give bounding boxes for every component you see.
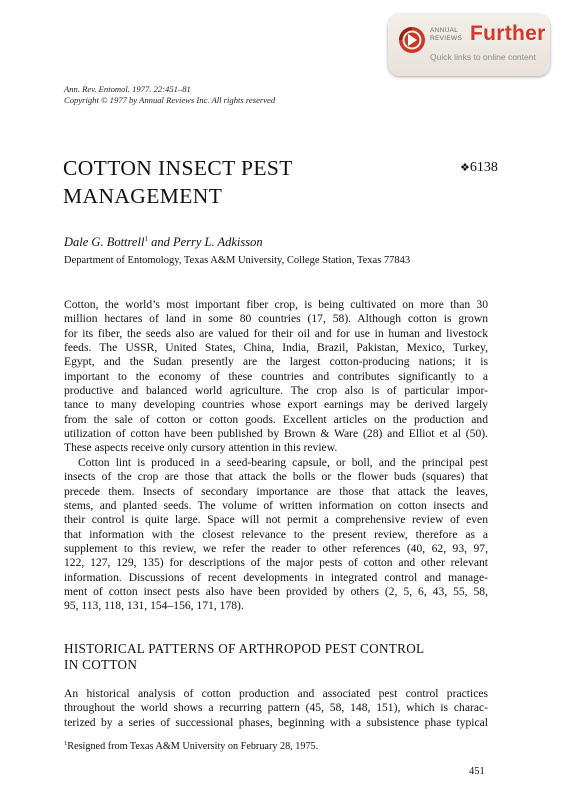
- heading-line: IN COTTON: [64, 657, 138, 672]
- text-line: tance to many developing countries whose export earnings may be derived largely: [64, 398, 488, 412]
- text-line: 122, 127, 129, 135) for descriptions of the major pests of cotton and other relevant: [64, 556, 488, 570]
- badge-further-label: Further: [470, 22, 546, 45]
- article-title: [63, 154, 423, 210]
- text-line: insects of the crop are those that attack the bolls or the flower buds (squares) that: [64, 470, 488, 484]
- text-line: utilization of cotton have been published by Brown & Ware (28) and Elliot et al (50).: [64, 427, 488, 441]
- text-line: feeds. The USSR, United States, China, India, Brazil, Pakistan, Mexico, Turkey,: [64, 341, 488, 355]
- title-line: MANAGEMENT: [63, 184, 223, 208]
- badge-subtitle: Quick links to online content: [430, 52, 536, 62]
- text-line: supplement to this review, we refer the reader to other references (40, 62, 93, 97,: [64, 542, 488, 556]
- text-line: ment of cotton insect pests also have been provided by others (2, 5, 6, 43, 55, 58,: [64, 585, 488, 599]
- text-line: for its fiber, the seeds also are valued for their oil and for use in human and livestock: [64, 326, 488, 340]
- author-conjunction: and: [147, 235, 173, 249]
- citation-header: [64, 84, 275, 105]
- diamond-bullet-icon: ❖: [460, 162, 470, 174]
- text-line: million hectares of land in some 80 countries (17, 58). Although cotton is grown: [64, 312, 488, 326]
- text-line: Cotton lint is produced in a seed-bearing capsule, or boll, and the principal pest: [78, 456, 488, 469]
- paragraph-history: [64, 687, 488, 730]
- article-code-number: 6138: [469, 160, 498, 175]
- section-heading: [64, 641, 424, 673]
- paragraph-intro: [64, 298, 488, 456]
- text-line: productive and balanced world agriculture. The crop also is of particular impor-: [64, 384, 488, 398]
- author-name: Perry L. Adkisson: [172, 235, 263, 249]
- text-line: stems, and planted seeds. The volume of written information on cotton insects and: [64, 499, 488, 513]
- further-badge[interactable]: [388, 14, 550, 76]
- footnote: [64, 740, 318, 752]
- text-line: from the sale of cotton or cotton goods. Excellent articles on the production and: [64, 412, 488, 426]
- text-line: An historical analysis of cotton production and associated pest control practices: [64, 687, 488, 700]
- paragraph-pests: [64, 456, 488, 614]
- text-line: These aspects receive only cursory attention in this review.: [64, 441, 338, 455]
- text-line: 95, 113, 118, 131, 154–156, 171, 178).: [64, 599, 244, 613]
- footnote-mark: 1: [64, 740, 68, 747]
- text-line: precede them. Insects of secondary importance are those that attack the leaves,: [64, 484, 488, 498]
- text-line: that information with the closest relevance to the present review, therefore as a: [64, 527, 488, 541]
- annual-reviews-logo-icon: [398, 26, 426, 54]
- article-code: [460, 160, 498, 176]
- text-line: their control is quite large. Space will not permit a comprehensive review of even: [64, 513, 488, 527]
- footnote-text: Resigned from Texas A&M University on February 28, 1975.: [67, 741, 319, 752]
- text-line: information. Discussions of recent developments in integrated control and manage-: [64, 570, 488, 584]
- page-number: 451: [469, 766, 485, 777]
- badge-brand: [430, 27, 470, 42]
- author-name: Dale G. Bottrell: [64, 235, 145, 249]
- text-line: Cotton, the world’s most important fiber crop, is being cultivated on more than 30: [64, 298, 488, 311]
- title-line: COTTON INSECT PEST: [63, 156, 293, 180]
- author-line: [64, 235, 263, 250]
- copyright-line: Copyright © 1977 by Annual Reviews Inc. All rights reserved: [64, 94, 276, 105]
- text-line: terized by a series of successional phases, beginning with a subsistence phase typical: [64, 715, 488, 729]
- text-line: Egypt, and the Sudan presently are the largest cotton-producing nations; it is: [64, 355, 488, 369]
- text-line: throughout the world shows a recurring pattern (45, 58, 148, 151), which is charac-: [64, 701, 488, 715]
- heading-line: HISTORICAL PATTERNS OF ARTHROPOD PEST CONTROL: [64, 641, 425, 656]
- footnote-mark: 1: [144, 235, 148, 243]
- badge-brand-line2: REVIEWS: [430, 34, 463, 42]
- badge-brand-line1: ANNUAL: [430, 27, 459, 34]
- citation-line: Ann. Rev. Entomol. 1977. 22:451–81: [64, 84, 191, 94]
- text-line: important to the economy of these countries and contributes significantly to a: [64, 369, 488, 383]
- affiliation: Department of Entomology, Texas A&M University, College Station, Texas 77843: [64, 255, 411, 266]
